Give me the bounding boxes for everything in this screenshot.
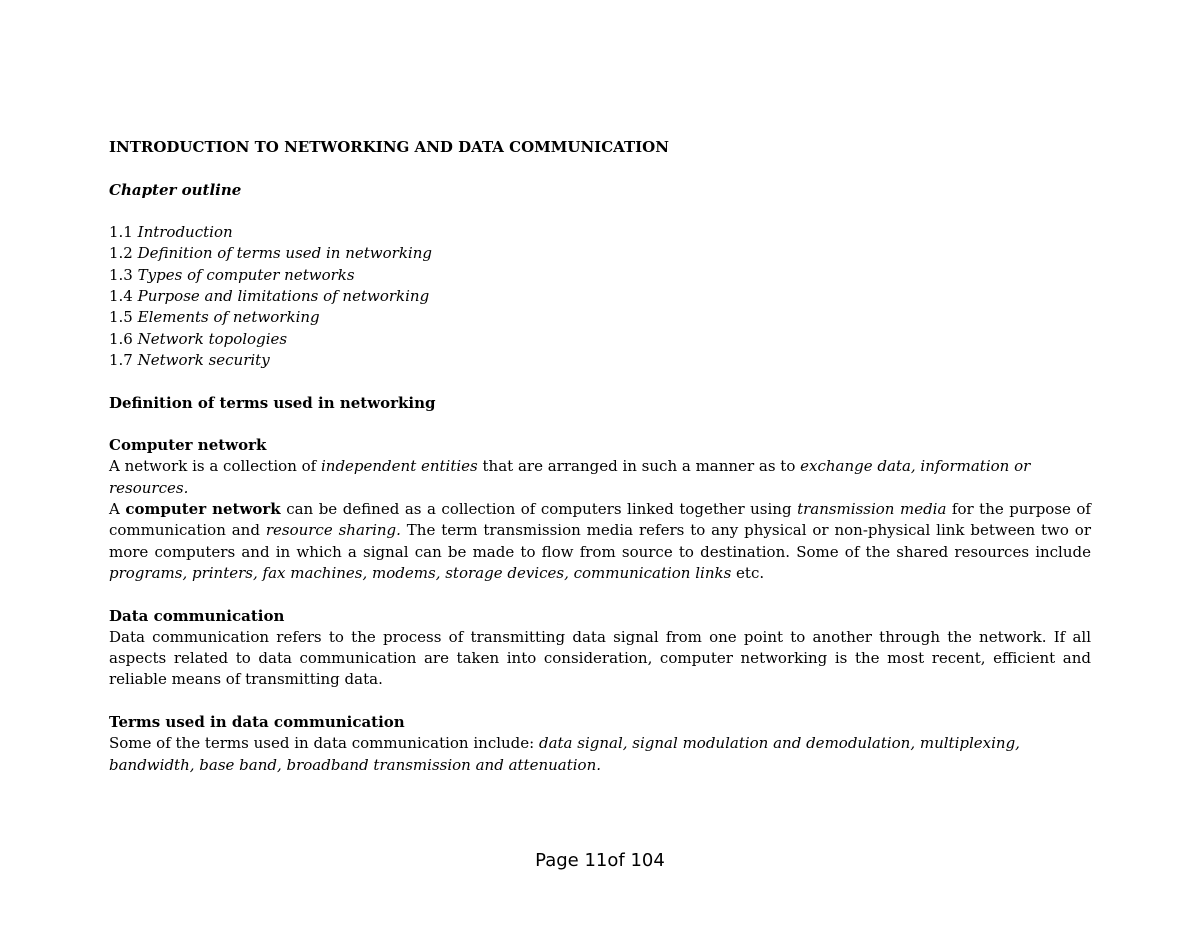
document-title: INTRODUCTION TO NETWORKING AND DATA COMMUNICATION [109,138,669,156]
data-communication-paragraph: Data communication refers to the process of transmitting data signal from one point to another through the network. If all aspects related to data communication are taken into consideration, computer networking is the most recent, efficient and reliable means of transmitting data. [109,627,1091,689]
terms-heading: Terms used in data communication [109,713,405,732]
outline-item: 1.7 Network security [109,350,270,369]
outline-item: 1.3 Types of computer networks [109,265,355,284]
outline-item: 1.4 Purpose and limitations of networking [109,287,430,306]
page-content [109,137,1091,776]
terms-paragraph: Some of the terms used in data communication include: data signal, signal modulation and demodulation, multiplexing, bandwidth, base band, broadband transmission and attenuation. [109,734,1020,774]
outline-item: 1.6 Network topologies [109,329,288,348]
page-number-footer: Page 11of 104 [535,850,665,871]
computer-network-paragraph: A computer network can be defined as a collection of computers linked together using transmission media for the purpose of communication and resource sharing. The term transmission media refers to any physical or non-physical link between two or more computers and in which a signal can be made to flow from source to destination. Some of the shared resources include programs, printers, fax machines, modems, storage devices, communication links etc. [109,500,1091,582]
outline-item: 1.1 Introduction [109,223,233,242]
chapter-outline-heading: Chapter outline [109,180,242,199]
outline-item: 1.2 Definition of terms used in networking [109,244,432,263]
data-communication-heading: Data communication [109,606,285,625]
network-definition-paragraph: A network is a collection of independent entities that are arranged in such a manner as to exchange data, information or resources. [109,457,1031,497]
outline-item: 1.5 Elements of networking [109,308,320,327]
section-heading-definitions: Definition of terms used in networking [109,393,436,412]
computer-network-heading: Computer network [109,436,267,455]
chapter-outline-list [109,222,1091,371]
